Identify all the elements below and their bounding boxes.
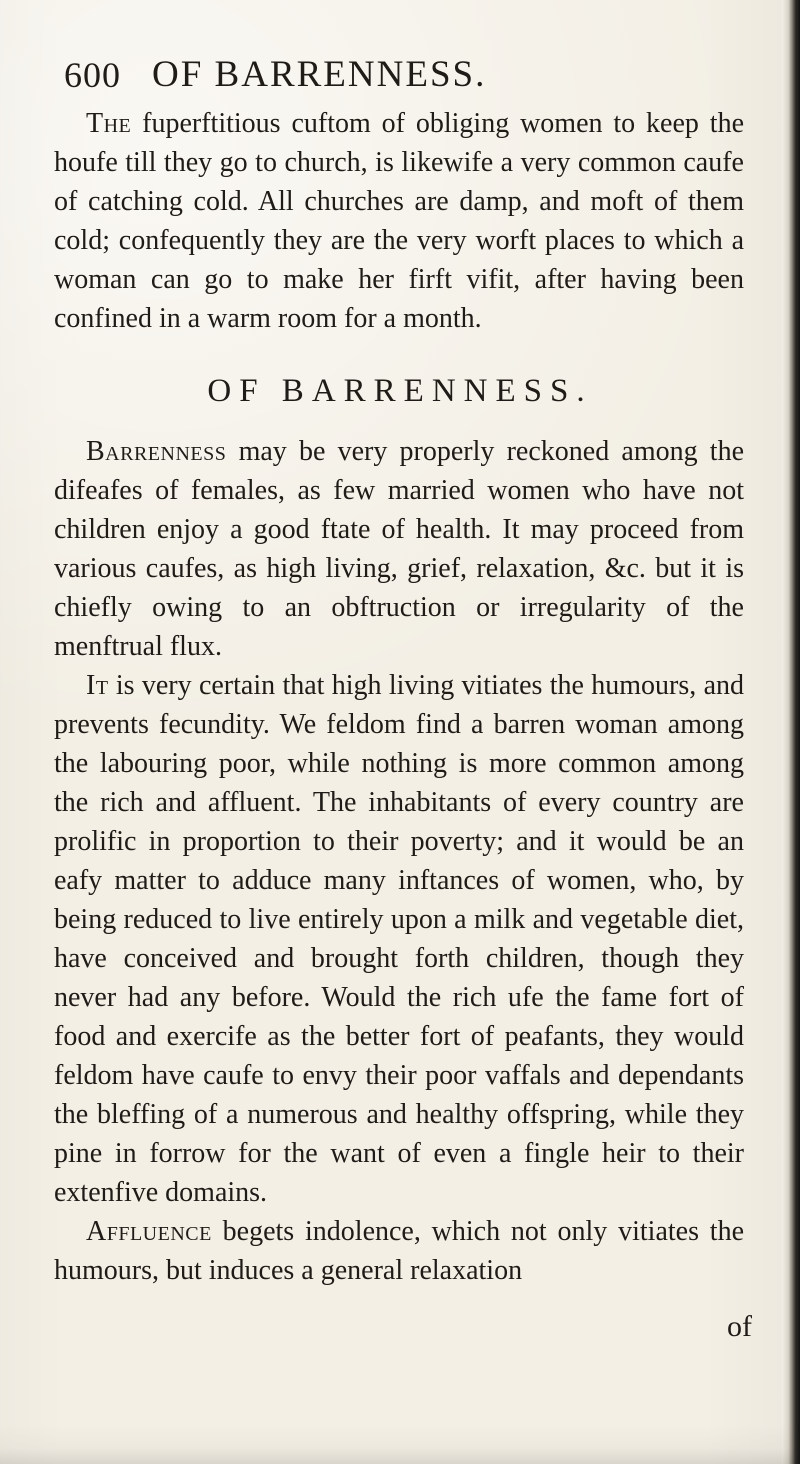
barrenness-paragraph-2	[54, 666, 744, 1212]
barrenness-paragraph-1	[54, 432, 744, 666]
barrenness-paragraph-1-text: may be very properly reckoned among the difeafes of females, as few married women who have not children enjoy a good ftate of health. It may proceed from various caufes, as high living, grief, relaxation, &c. but it is chiefly owing to an obftruction or irregularity of the menftrual flux.	[54, 436, 744, 662]
page-binding-edge	[782, 0, 800, 1464]
barrenness-paragraph-2-text: is very certain that high living vitiates the humours, and prevents fecundity. We feldom find a barren woman among the labouring poor, while nothing is more common among the rich and affluent. The inhabitants of every country are prolific in proportion to their poverty; and it would be an eafy matter to adduce many inftances of women, who, by being reduced to live entirely upon a milk and vegetable diet, have conceived and brought forth children, though they never had any before. Would the rich ufe the fame fort of food and exercife as the better fort of peafants, they would feldom have caufe to envy their poor vaffals and dependants the bleffing of a numerous and healthy offspring, while they pine in forrow for the want of even a fingle heir to their extenfive domains.	[54, 670, 744, 1208]
top-paragraph-text: fuperftitious cuftom of obliging women to keep the houfe till they go to church, is likewife a very common caufe of catching cold. All churches are damp, and moft of them cold; confequently they are the very worft places to which a woman can go to make her firft vifit, after having been confined in a warm room for a month.	[54, 108, 744, 334]
page-header	[64, 56, 754, 94]
section-title: OF BARRENNESS.	[207, 373, 593, 409]
page-bottom-shadow	[0, 1424, 800, 1464]
page-number: 600	[64, 55, 121, 95]
barrenness-paragraph-3	[54, 1212, 744, 1290]
running-head: OF BARRENNESS.	[152, 54, 487, 95]
top-paragraph	[54, 104, 744, 338]
barrenness-paragraph-3-text: begets indolence, which not only vitiates the humours, but induces a general relaxation	[54, 1216, 744, 1286]
barrenness-paragraph-1-lead: Barrenness	[86, 436, 227, 467]
top-paragraph-lead: The	[86, 108, 132, 139]
barrenness-paragraph-3-lead: Affluence	[86, 1216, 212, 1247]
top-paragraph-block	[54, 104, 744, 338]
barrenness-paragraph-2-lead: It	[86, 670, 109, 701]
barrenness-section	[54, 432, 744, 1290]
catchword: of	[727, 1310, 752, 1343]
